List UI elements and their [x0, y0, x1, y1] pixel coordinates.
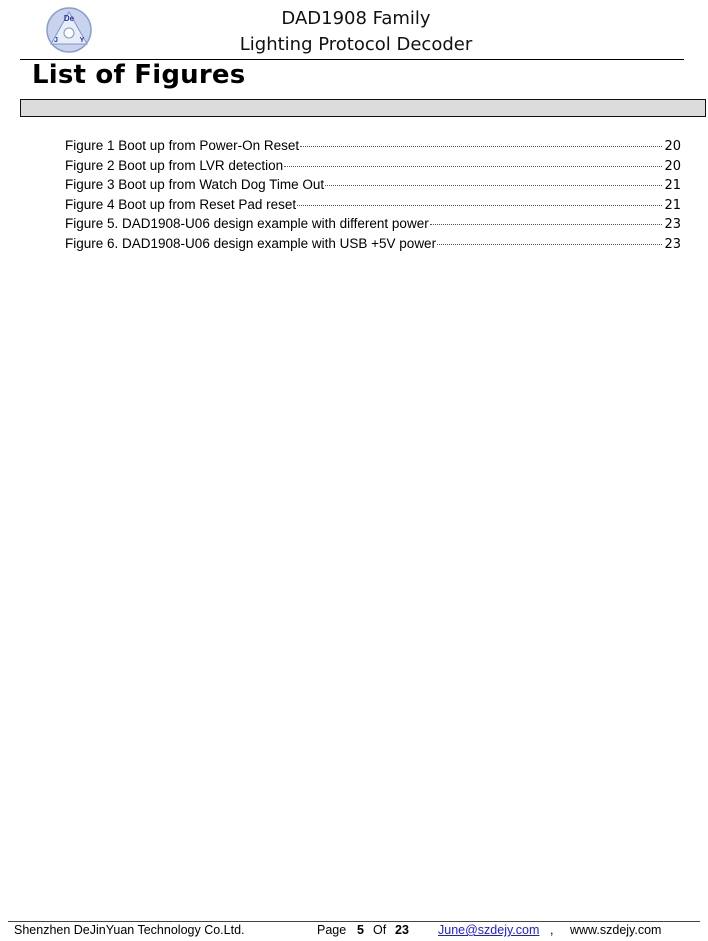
toc-entry-page: 23 — [664, 217, 681, 232]
toc-entry[interactable] — [65, 197, 681, 217]
toc-entry-label: Figure 2 Boot up from LVR detection — [65, 157, 284, 173]
footer-page-number: 5 — [357, 923, 364, 937]
footer-divider — [8, 921, 700, 922]
toc-leader — [300, 146, 662, 147]
footer-company: Shenzhen DeJinYuan Technology Co.Ltd. — [14, 923, 245, 937]
logo-text-j: J — [54, 37, 58, 44]
toc-entry-page: 21 — [664, 178, 681, 193]
footer-of-label: Of — [373, 923, 387, 937]
toc-entry-page: 23 — [664, 236, 681, 252]
section-bar — [20, 99, 706, 117]
toc-entry-label: Figure 1 Boot up from Power-On Reset — [65, 138, 300, 153]
logo-text-de: De — [63, 14, 75, 23]
toc-entry[interactable] — [65, 158, 681, 178]
company-logo — [40, 6, 98, 54]
footer-page-label: Page — [317, 923, 347, 937]
footer-separator: , — [550, 923, 554, 937]
document-subtitle: Lighting Protocol Decoder — [239, 34, 473, 55]
footer-total-pages: 23 — [395, 923, 409, 937]
toc-entry-page: 21 — [664, 197, 681, 213]
toc-entry-page: 20 — [664, 139, 681, 154]
toc-entry-label: Figure 5. DAD1908-U06 design example with different power — [65, 216, 429, 231]
toc-entry-label: Figure 4 Boot up from Reset Pad reset — [65, 196, 297, 212]
document-title: DAD1908 Family — [281, 8, 431, 29]
toc-entry-label: Figure 3 Boot up from Watch Dog Time Out — [65, 177, 325, 192]
toc-leader — [297, 205, 662, 206]
toc-leader — [437, 244, 662, 245]
toc-entry-page: 20 — [664, 158, 681, 174]
footer-website: www.szdejy.com — [570, 923, 662, 937]
toc-entry[interactable] — [65, 177, 681, 197]
footer-email-link[interactable]: June@szdejy.com — [438, 923, 540, 937]
figure-list — [65, 138, 681, 255]
toc-leader — [430, 224, 663, 225]
toc-entry[interactable] — [65, 216, 681, 236]
section-heading: List of Figures — [32, 60, 246, 90]
toc-leader — [325, 185, 662, 186]
toc-leader — [284, 166, 662, 167]
toc-entry-label: Figure 6. DAD1908-U06 design example with USB +5V power — [65, 235, 437, 251]
toc-entry[interactable] — [65, 138, 681, 158]
logo-text-y: Y — [79, 37, 85, 44]
toc-entry[interactable] — [65, 236, 681, 256]
